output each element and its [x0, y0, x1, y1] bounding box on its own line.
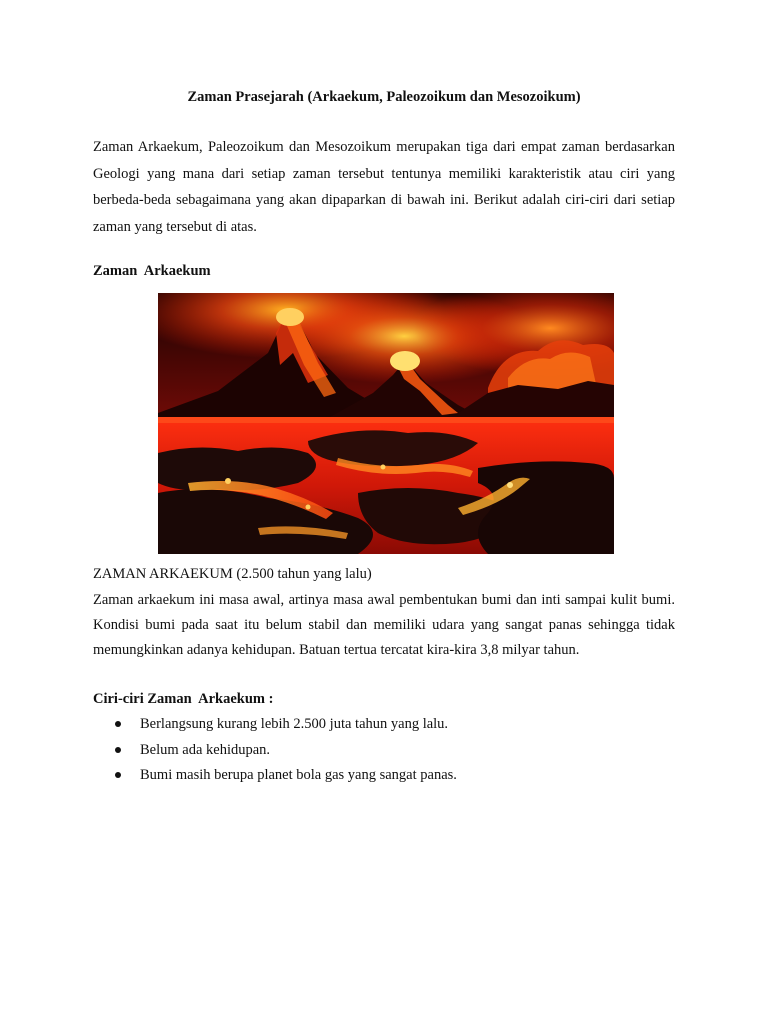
era-heading: ZAMAN ARKAEKUM (2.500 tahun yang lalu): [93, 566, 372, 582]
bullet-icon: [115, 721, 121, 727]
list-item: [93, 741, 675, 767]
list-item: [93, 715, 675, 741]
list-item-text: Belum ada kehidupan.: [140, 741, 271, 758]
volcano-illustration: [158, 293, 614, 554]
characteristics-list: [93, 715, 675, 792]
section-heading: Zaman Arkaekum: [93, 263, 211, 279]
era-description: Zaman arkaekum ini masa awal, artinya masa awal pembentukan bumi dan inti sampai kulit bumi. Kondisi bumi pada saat itu belum stabil dan memiliki udara yang sangat panas sehingga tidak memungkinkan adanya kehidupan. Batuan tertua tercatat kira-kira 3,8 milyar tahun.: [93, 592, 675, 658]
list-item-text: Bumi masih berupa planet bola gas yang sangat panas.: [140, 767, 457, 783]
document-title: Zaman Prasejarah (Arkaekum, Paleozoikum dan Mesozoikum): [187, 89, 581, 105]
list-item: [93, 766, 675, 792]
bullet-icon: [115, 747, 121, 753]
intro-paragraph: Zaman Arkaekum, Paleozoikum dan Mesozoikum merupakan tiga dari empat zaman berdasarkan Geologi yang mana dari setiap zaman tersebut tentunya memiliki karakteristik atau ciri yang berbeda-beda sebagaimana yang akan dipaparkan di bawah ini. Berikut adalah ciri-ciri dari setiap zaman yang tersebut di atas.: [93, 139, 675, 235]
bullet-icon: [115, 772, 121, 778]
volcano-image: [158, 293, 614, 554]
list-item-text: Berlangsung kurang lebih 2.500 juta tahun yang lalu.: [140, 716, 449, 732]
list-heading: Ciri-ciri Zaman Arkaekum :: [93, 691, 274, 707]
